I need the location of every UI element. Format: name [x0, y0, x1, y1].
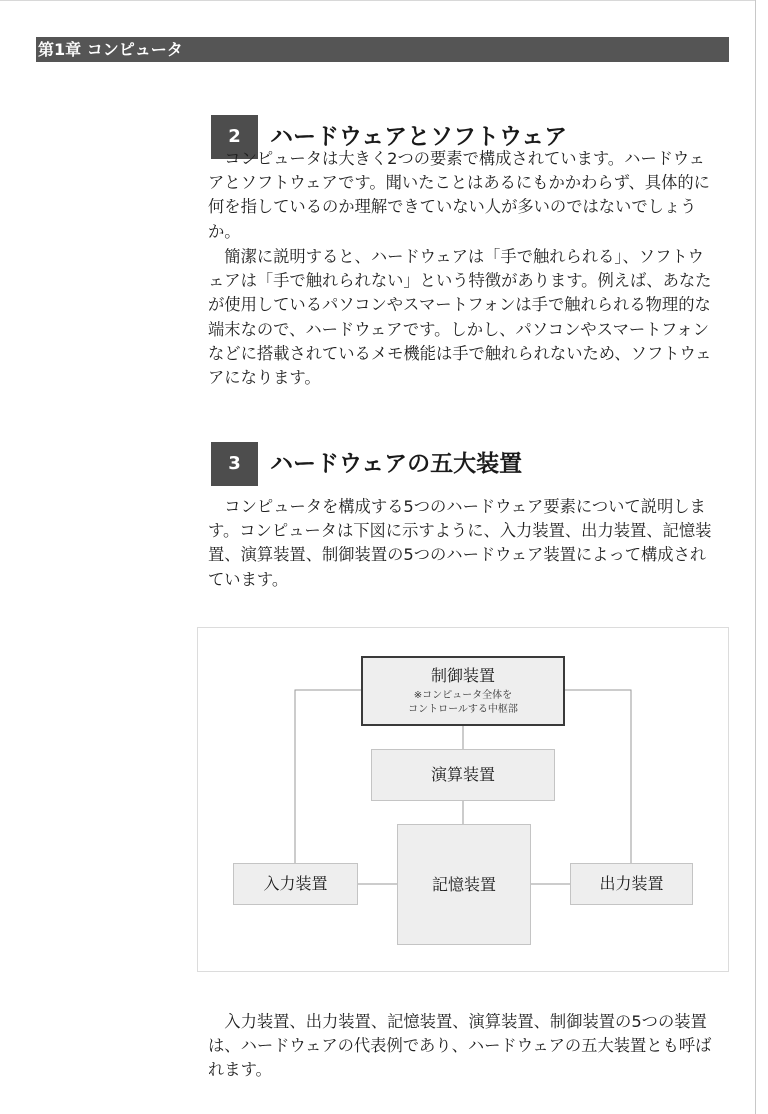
input-unit-label: 入力装置 — [263, 874, 328, 893]
section-title: ハードウェアの五大装置 — [270, 451, 523, 477]
page-top-border — [0, 0, 756, 1]
arithmetic-unit-label: 演算装置 — [430, 765, 495, 784]
section-number: 2 — [211, 115, 258, 159]
page-right-border — [755, 0, 756, 1114]
paragraph: コンピュータは大きく2つの要素で構成されています。ハードウェアとソフトウェアです。聞いたことはあるにもかかわらず、具体的に何を指しているのか理解できていない人が多いのではないでしょうか。 — [208, 149, 710, 241]
output-unit-label: 出力装置 — [599, 874, 664, 893]
chapter-title: 第1章 コンピュータ — [38, 40, 183, 59]
chapter-header — [36, 37, 729, 62]
control-unit-label: 制御装置 — [430, 666, 495, 685]
control-unit-box — [361, 656, 565, 726]
control-unit-note: ※コンピュータ全体を — [413, 690, 513, 701]
paragraph: 入力装置、出力装置、記憶装置、演算装置、制御装置の5つの装置は、ハードウェアの代表例であり、ハードウェアの五大装置とも呼ばれます。 — [208, 1012, 712, 1080]
paragraph: コンピュータを構成する5つのハードウェア要素について説明します。コンピュータは下図に示すように、入力装置、出力装置、記憶装置、演算装置、制御装置の5つのハードウェア装置によって構成されています。 — [208, 497, 712, 589]
control-to-output-line — [565, 690, 631, 863]
memory-unit-box — [397, 824, 531, 945]
section-title: ハードウェアとソフトウェア — [270, 124, 568, 150]
memory-unit-label: 記憶装置 — [431, 874, 496, 894]
section-number: 3 — [211, 442, 258, 486]
input-unit-box — [233, 863, 358, 905]
output-unit-box — [570, 863, 693, 905]
five-devices-diagram — [197, 627, 729, 972]
arithmetic-unit-box — [371, 749, 555, 801]
paragraph: 簡潔に説明すると、ハードウェアは「手で触れられる」、ソフトウェアは「手で触れられない」という特徴があります。例えば、あなたが使用しているパソコンやスマートフォンは手で触れられる物理的な端末なので、ハードウェアです。しかし、パソコンやスマートフォンなどに搭載されているメモ機能は手で触れられないため、ソフトウェアになります。 — [208, 247, 712, 388]
control-to-input-line — [295, 690, 361, 863]
control-unit-note: コントロールする中枢部 — [408, 704, 518, 715]
